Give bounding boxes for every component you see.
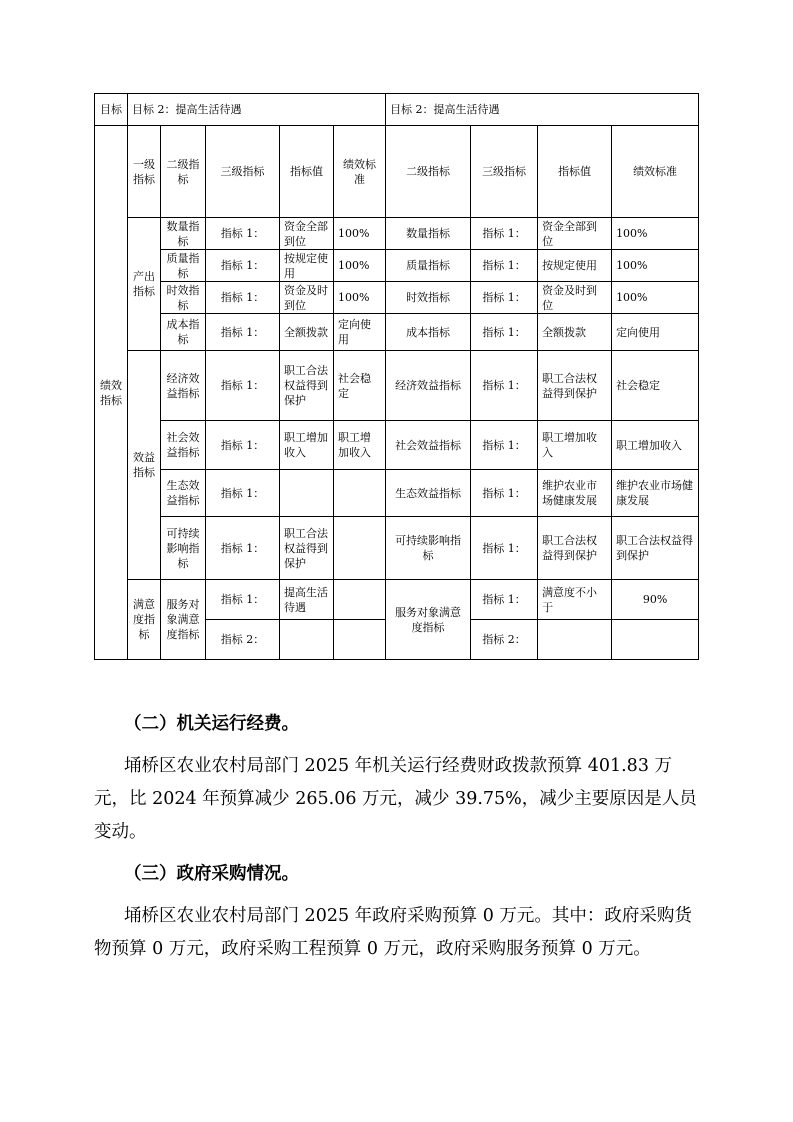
- row-value: 资金全部到位: [280, 218, 334, 250]
- sat-standard-1-right: 90%: [612, 580, 699, 620]
- row-standard: 职工增加收入: [334, 421, 386, 470]
- row-l3-right: 指标 1：: [471, 314, 538, 351]
- sat-l3-1: 指标 1：: [206, 580, 280, 620]
- goal-left: 目标 2：提高生活待遇: [128, 94, 386, 126]
- row-l3-right: 指标 1：: [471, 250, 538, 282]
- header-standard-right: 绩效标准: [612, 126, 699, 218]
- row-l2-right: 数量指标: [386, 218, 471, 250]
- header-value: 指标值: [280, 126, 334, 218]
- row-l3: 指标 1：: [206, 250, 280, 282]
- row-l2-right: 可持续影响指标: [386, 517, 471, 580]
- row-l2-right: 社会效益指标: [386, 421, 471, 470]
- sat-l2: 服务对象满意度指标: [161, 580, 206, 660]
- header-level3-right: 三级指标: [471, 126, 538, 218]
- row-standard: 100%: [334, 250, 386, 282]
- sat-l3-2: 指标 2：: [206, 620, 280, 660]
- row-l3: 指标 1：: [206, 314, 280, 351]
- row-l2-right: 成本指标: [386, 314, 471, 351]
- section-body-operating-funds: 埇桥区农业农村局部门 2025 年机关运行经费财政拨款预算 401.83 万元，比 2024 年预算减少 265.06 万元，减少 39.75%，减少主要原因是人员变动。: [94, 756, 697, 842]
- row-value-right: 职工合法权益得到保护: [538, 351, 612, 421]
- row-l3: 指标 1：: [206, 470, 280, 517]
- row-value-right: 职工增加收入: [538, 421, 612, 470]
- row-l2: 可持续影响指标: [161, 517, 206, 580]
- row-l2-right: 质量指标: [386, 250, 471, 282]
- header-level3: 三级指标: [206, 126, 280, 218]
- row-l2: 生态效益指标: [161, 470, 206, 517]
- row-l3: 指标 1：: [206, 351, 280, 421]
- sat-l3-2-right: 指标 2：: [471, 620, 538, 660]
- row-standard-right: 100%: [612, 218, 699, 250]
- row-l3: 指标 1：: [206, 421, 280, 470]
- row-standard-right: 社会稳定: [612, 351, 699, 421]
- row-standard-right: 维护农业市场健康发展: [612, 470, 699, 517]
- row-value: 职工合法权益得到保护: [280, 351, 334, 421]
- sat-l3-1-right: 指标 1：: [471, 580, 538, 620]
- row-standard: [334, 470, 386, 517]
- row-l3-right: 指标 1：: [471, 351, 538, 421]
- row-l2: 社会效益指标: [161, 421, 206, 470]
- row-standard-right: 职工合法权益得到保护: [612, 517, 699, 580]
- row-value: 全额拨款: [280, 314, 334, 351]
- header-level1: 一级指标: [128, 126, 161, 218]
- row-value: 资金及时到位: [280, 282, 334, 314]
- perf-label: 绩效指标: [95, 126, 128, 660]
- row-standard: [334, 517, 386, 580]
- row-value: 按规定使用: [280, 250, 334, 282]
- row-value-right: 资金全部到位: [538, 218, 612, 250]
- row-l2-right: 生态效益指标: [386, 470, 471, 517]
- section-body-procurement: 埇桥区农业农村局部门 2025 年政府采购预算 0 万元。其中：政府采购货物预算 0 万元，政府采购工程预算 0 万元，政府采购服务预算 0 万元。: [94, 906, 692, 959]
- row-value-right: 职工合法权益得到保护: [538, 517, 612, 580]
- row-standard: 定向使用: [334, 314, 386, 351]
- row-value-right: 资金及时到位: [538, 282, 612, 314]
- section-heading-procurement: （三）政府采购情况。: [124, 864, 299, 884]
- row-l3-right: 指标 1：: [471, 421, 538, 470]
- sat-value-2-right: [538, 620, 612, 660]
- row-standard-right: 定向使用: [612, 314, 699, 351]
- row-l3: 指标 1：: [206, 218, 280, 250]
- header-level2-right: 二级指标: [386, 126, 471, 218]
- row-value-right: 维护农业市场健康发展: [538, 470, 612, 517]
- row-l3-right: 指标 1：: [471, 282, 538, 314]
- row-l2: 数量指标: [161, 218, 206, 250]
- row-value: 职工增加收入: [280, 421, 334, 470]
- sat-standard-1: [334, 580, 386, 620]
- row-value-right: 按规定使用: [538, 250, 612, 282]
- goal-right: 目标 2：提高生活待遇: [386, 94, 699, 126]
- row-l2: 时效指标: [161, 282, 206, 314]
- sat-value-1-right: 满意度不小于: [538, 580, 612, 620]
- row-standard: 社会稳定: [334, 351, 386, 421]
- row-l2: 经济效益指标: [161, 351, 206, 421]
- row-value: [280, 470, 334, 517]
- sat-standard-2: [334, 620, 386, 660]
- row-standard: 100%: [334, 282, 386, 314]
- row-value: 职工合法权益得到保护: [280, 517, 334, 580]
- row-l3-right: 指标 1：: [471, 218, 538, 250]
- effect-label: 效益指标: [128, 351, 161, 580]
- satisfaction-label: 满意度指标: [128, 580, 161, 660]
- sat-standard-2-right: [612, 620, 699, 660]
- section-heading-operating-funds: （二）机关运行经费。: [124, 714, 299, 734]
- performance-table: [94, 93, 699, 660]
- row-l2-right: 经济效益指标: [386, 351, 471, 421]
- row-l3-right: 指标 1：: [471, 470, 538, 517]
- output-label: 产出指标: [128, 218, 161, 351]
- row-l3-right: 指标 1：: [471, 517, 538, 580]
- sat-value-2: [280, 620, 334, 660]
- sat-l2-right: 服务对象满意度指标: [386, 580, 471, 660]
- row-standard-right: 职工增加收入: [612, 421, 699, 470]
- row-value-right: 全额拨款: [538, 314, 612, 351]
- header-level2: 二级指标: [161, 126, 206, 218]
- row-standard: 100%: [334, 218, 386, 250]
- goal-label: 目标: [95, 94, 128, 126]
- row-standard-right: 100%: [612, 282, 699, 314]
- row-l3: 指标 1：: [206, 517, 280, 580]
- header-value-right: 指标值: [538, 126, 612, 218]
- header-standard: 绩效标准: [334, 126, 386, 218]
- row-l2: 成本指标: [161, 314, 206, 351]
- row-l2: 质量指标: [161, 250, 206, 282]
- row-l2-right: 时效指标: [386, 282, 471, 314]
- row-l3: 指标 1：: [206, 282, 280, 314]
- row-standard-right: 100%: [612, 250, 699, 282]
- sat-value-1: 提高生活待遇: [280, 580, 334, 620]
